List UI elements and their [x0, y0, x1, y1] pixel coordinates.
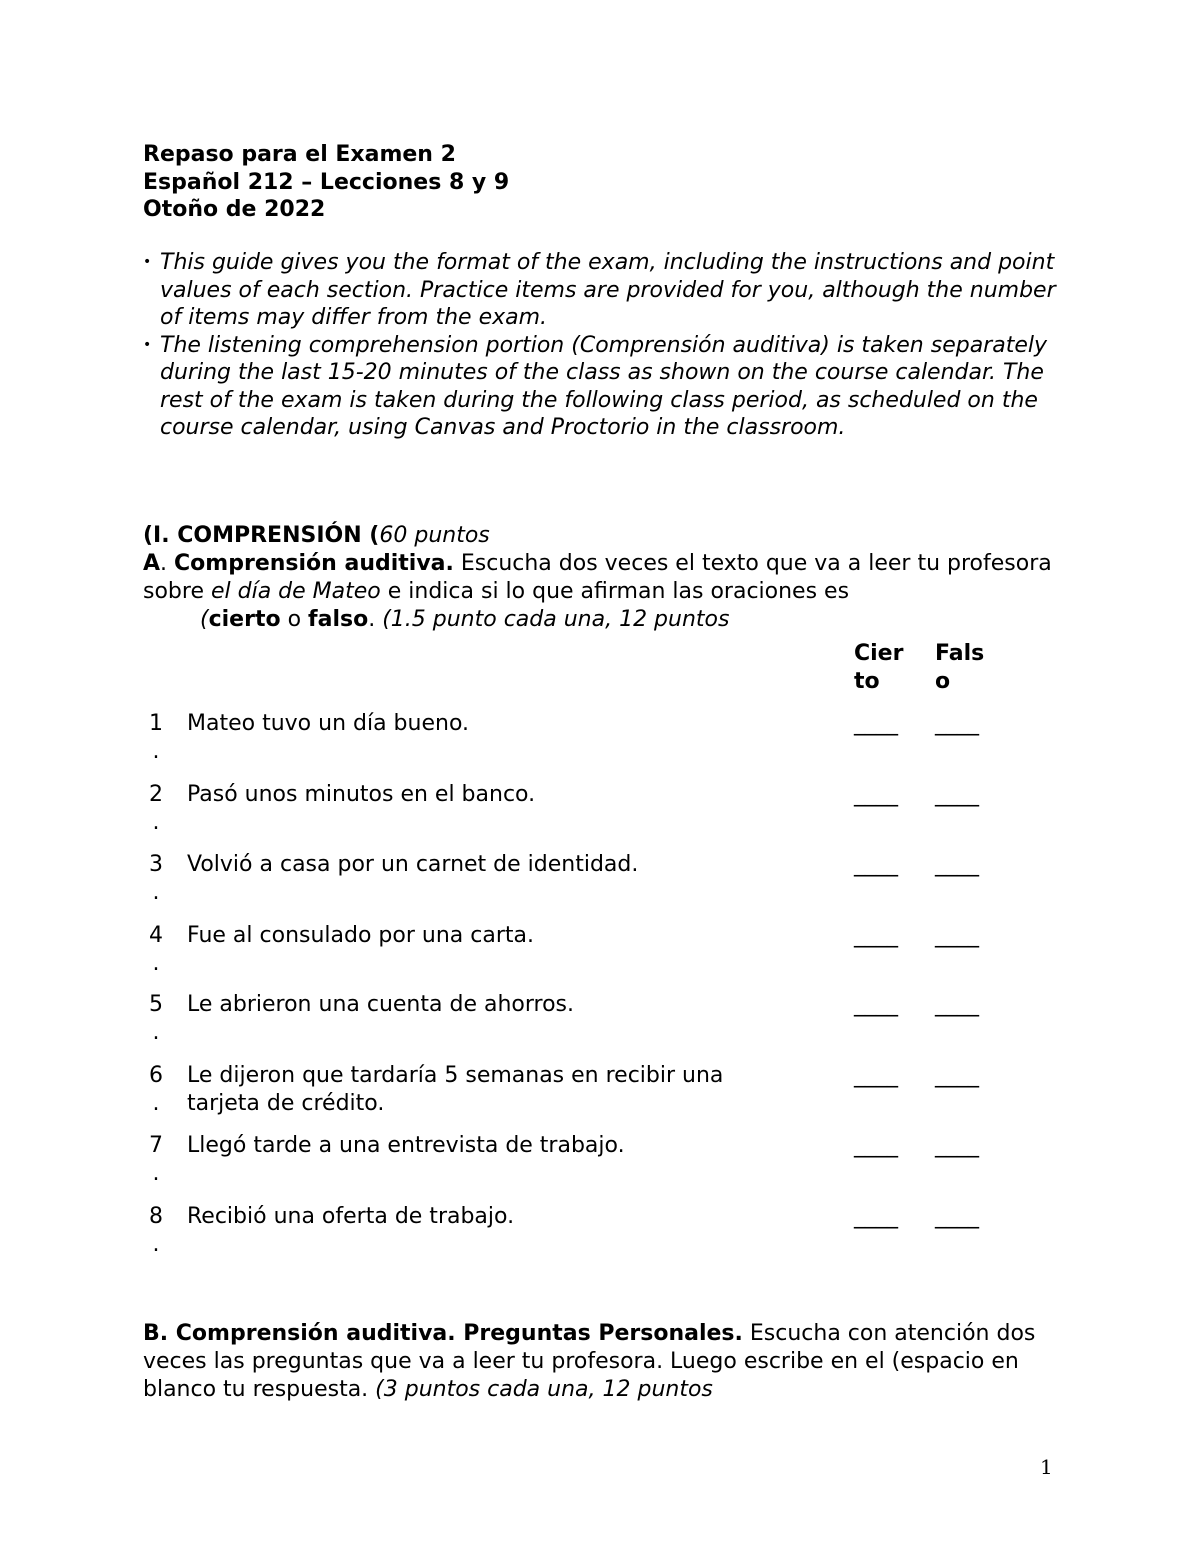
column-header-cierto-line2: to: [854, 669, 880, 694]
item-number-dot: .: [152, 739, 160, 764]
bullet-icon: •: [143, 254, 152, 270]
section-a-title: Comprensión auditiva.: [174, 551, 454, 576]
document-header: [143, 141, 509, 224]
section-a-text-2: e indica si lo que afirman las oraciones es: [380, 579, 850, 604]
answer-blank-cierto[interactable]: ____: [854, 852, 898, 877]
item-statement: Volvió a casa por un carnet de identidad.: [187, 852, 639, 877]
answer-blank-cierto[interactable]: ____: [854, 992, 898, 1017]
column-header-falso-line1: Fals: [935, 641, 985, 666]
answer-blank-cierto[interactable]: ____: [854, 782, 898, 807]
column-header-falso: [935, 640, 984, 696]
answer-blank-falso[interactable]: ____: [935, 992, 979, 1017]
true-false-item: [143, 922, 1023, 978]
section-a-points: (1.5 punto cada una, 12 puntos: [382, 607, 730, 632]
true-false-item: [143, 851, 1023, 907]
option-or: o: [280, 607, 309, 632]
item-statement: Llegó tarde a una entrevista de trabajo.: [187, 1133, 625, 1158]
instructions-list: [143, 249, 1083, 442]
item-statement: Fue al consulado por una carta.: [187, 923, 534, 948]
item-number: 3: [149, 852, 163, 877]
column-header-falso-line2: o: [935, 669, 951, 694]
answer-blank-cierto[interactable]: ____: [854, 1204, 898, 1229]
true-false-item: [143, 1132, 1023, 1188]
true-false-item: [143, 1062, 1023, 1118]
answer-blank-falso[interactable]: ____: [935, 923, 979, 948]
item-number: 5: [149, 992, 163, 1017]
answer-blank-falso[interactable]: ____: [935, 1063, 979, 1088]
true-false-item: [143, 710, 1023, 766]
item-statement: Pasó unos minutos en el banco.: [187, 782, 536, 807]
header-term: Otoño de 2022: [143, 197, 326, 222]
section-a-instructions: [143, 550, 1073, 634]
section-a-label: A: [143, 551, 161, 576]
answer-blank-cierto[interactable]: ____: [854, 1133, 898, 1158]
instruction-text: The listening comprehension portion (Comprensión auditiva) is taken separately during the last 15-20 minutes of the class as shown on the course calendar. The rest of the exam is taken during the following class period, as scheduled on the course calendar, using Canvas and Proctorio in the classroom.: [160, 332, 1048, 440]
option-cierto: cierto: [208, 607, 281, 632]
item-number-dot: .: [152, 1091, 160, 1116]
item-number: 4: [149, 923, 163, 948]
instruction-item: [143, 249, 1083, 332]
section-i-title: (I. COMPRENSIÓN (: [143, 523, 380, 548]
instruction-text: This guide gives you the format of the exam, including the instructions and point values of each section. Practice items are provided for you, although the number of items may differ from the exam.: [160, 250, 1056, 330]
true-false-item: [143, 991, 1023, 1047]
page-number: 1: [1040, 1455, 1053, 1479]
section-b-points: (3 puntos cada una, 12 puntos: [375, 1377, 713, 1402]
item-number-dot: .: [152, 951, 160, 976]
section-a-dot: .: [160, 551, 175, 576]
item-number: 8: [149, 1204, 163, 1229]
item-statement: Mateo tuvo un día bueno.: [187, 711, 470, 736]
item-statement: Le dijeron que tardaría 5 semanas en recibir una tarjeta de crédito.: [187, 1063, 724, 1116]
item-statement: Recibió una oferta de trabajo.: [187, 1204, 515, 1229]
item-number-dot: .: [152, 880, 160, 905]
item-number: 2: [149, 782, 163, 807]
open-paren: (: [200, 607, 209, 632]
section-a-text: Escucha dos veces el texto que va a leer tu profesora sobre: [143, 551, 1052, 604]
item-number-dot: .: [152, 1161, 160, 1186]
header-title: Repaso para el Examen 2: [143, 142, 456, 167]
true-false-item: [143, 1203, 1023, 1259]
column-header-cierto: [854, 640, 903, 696]
section-i-points: 60 puntos: [379, 523, 490, 548]
section-a-options: [143, 606, 1073, 634]
instruction-item: [143, 332, 1083, 442]
bullet-icon: •: [143, 336, 152, 353]
true-false-item: [143, 781, 1023, 837]
item-number-dot: .: [152, 810, 160, 835]
section-b-instructions: [143, 1320, 1073, 1404]
item-statement: Le abrieron una cuenta de ahorros.: [187, 992, 574, 1017]
answer-blank-falso[interactable]: ____: [935, 852, 979, 877]
item-number: 6: [149, 1063, 163, 1088]
answer-blank-falso[interactable]: ____: [935, 711, 979, 736]
item-number: 7: [149, 1133, 163, 1158]
item-number-dot: .: [152, 1020, 160, 1045]
column-header-cierto-line1: Cier: [854, 641, 904, 666]
section-a-topic: el día de Mateo: [210, 579, 381, 604]
answer-blank-cierto[interactable]: ____: [854, 1063, 898, 1088]
section-b-title: B. Comprensión auditiva. Preguntas Personales.: [143, 1321, 743, 1346]
options-period: .: [368, 607, 383, 632]
answer-blank-falso[interactable]: ____: [935, 782, 979, 807]
answer-blank-cierto[interactable]: ____: [854, 923, 898, 948]
item-number-dot: .: [152, 1232, 160, 1257]
section-i-heading: [143, 522, 490, 550]
answer-blank-cierto[interactable]: ____: [854, 711, 898, 736]
section-b-text: Escucha con atención dos veces las preguntas que va a leer tu profesora. Luego escribe en el (espacio en blanco tu respuesta.: [143, 1321, 1036, 1402]
answer-blank-falso[interactable]: ____: [935, 1204, 979, 1229]
item-number: 1: [149, 711, 163, 736]
option-falso: falso: [308, 607, 369, 632]
header-course: Español 212 – Lecciones 8 y 9: [143, 169, 510, 195]
answer-blank-falso[interactable]: ____: [935, 1133, 979, 1158]
